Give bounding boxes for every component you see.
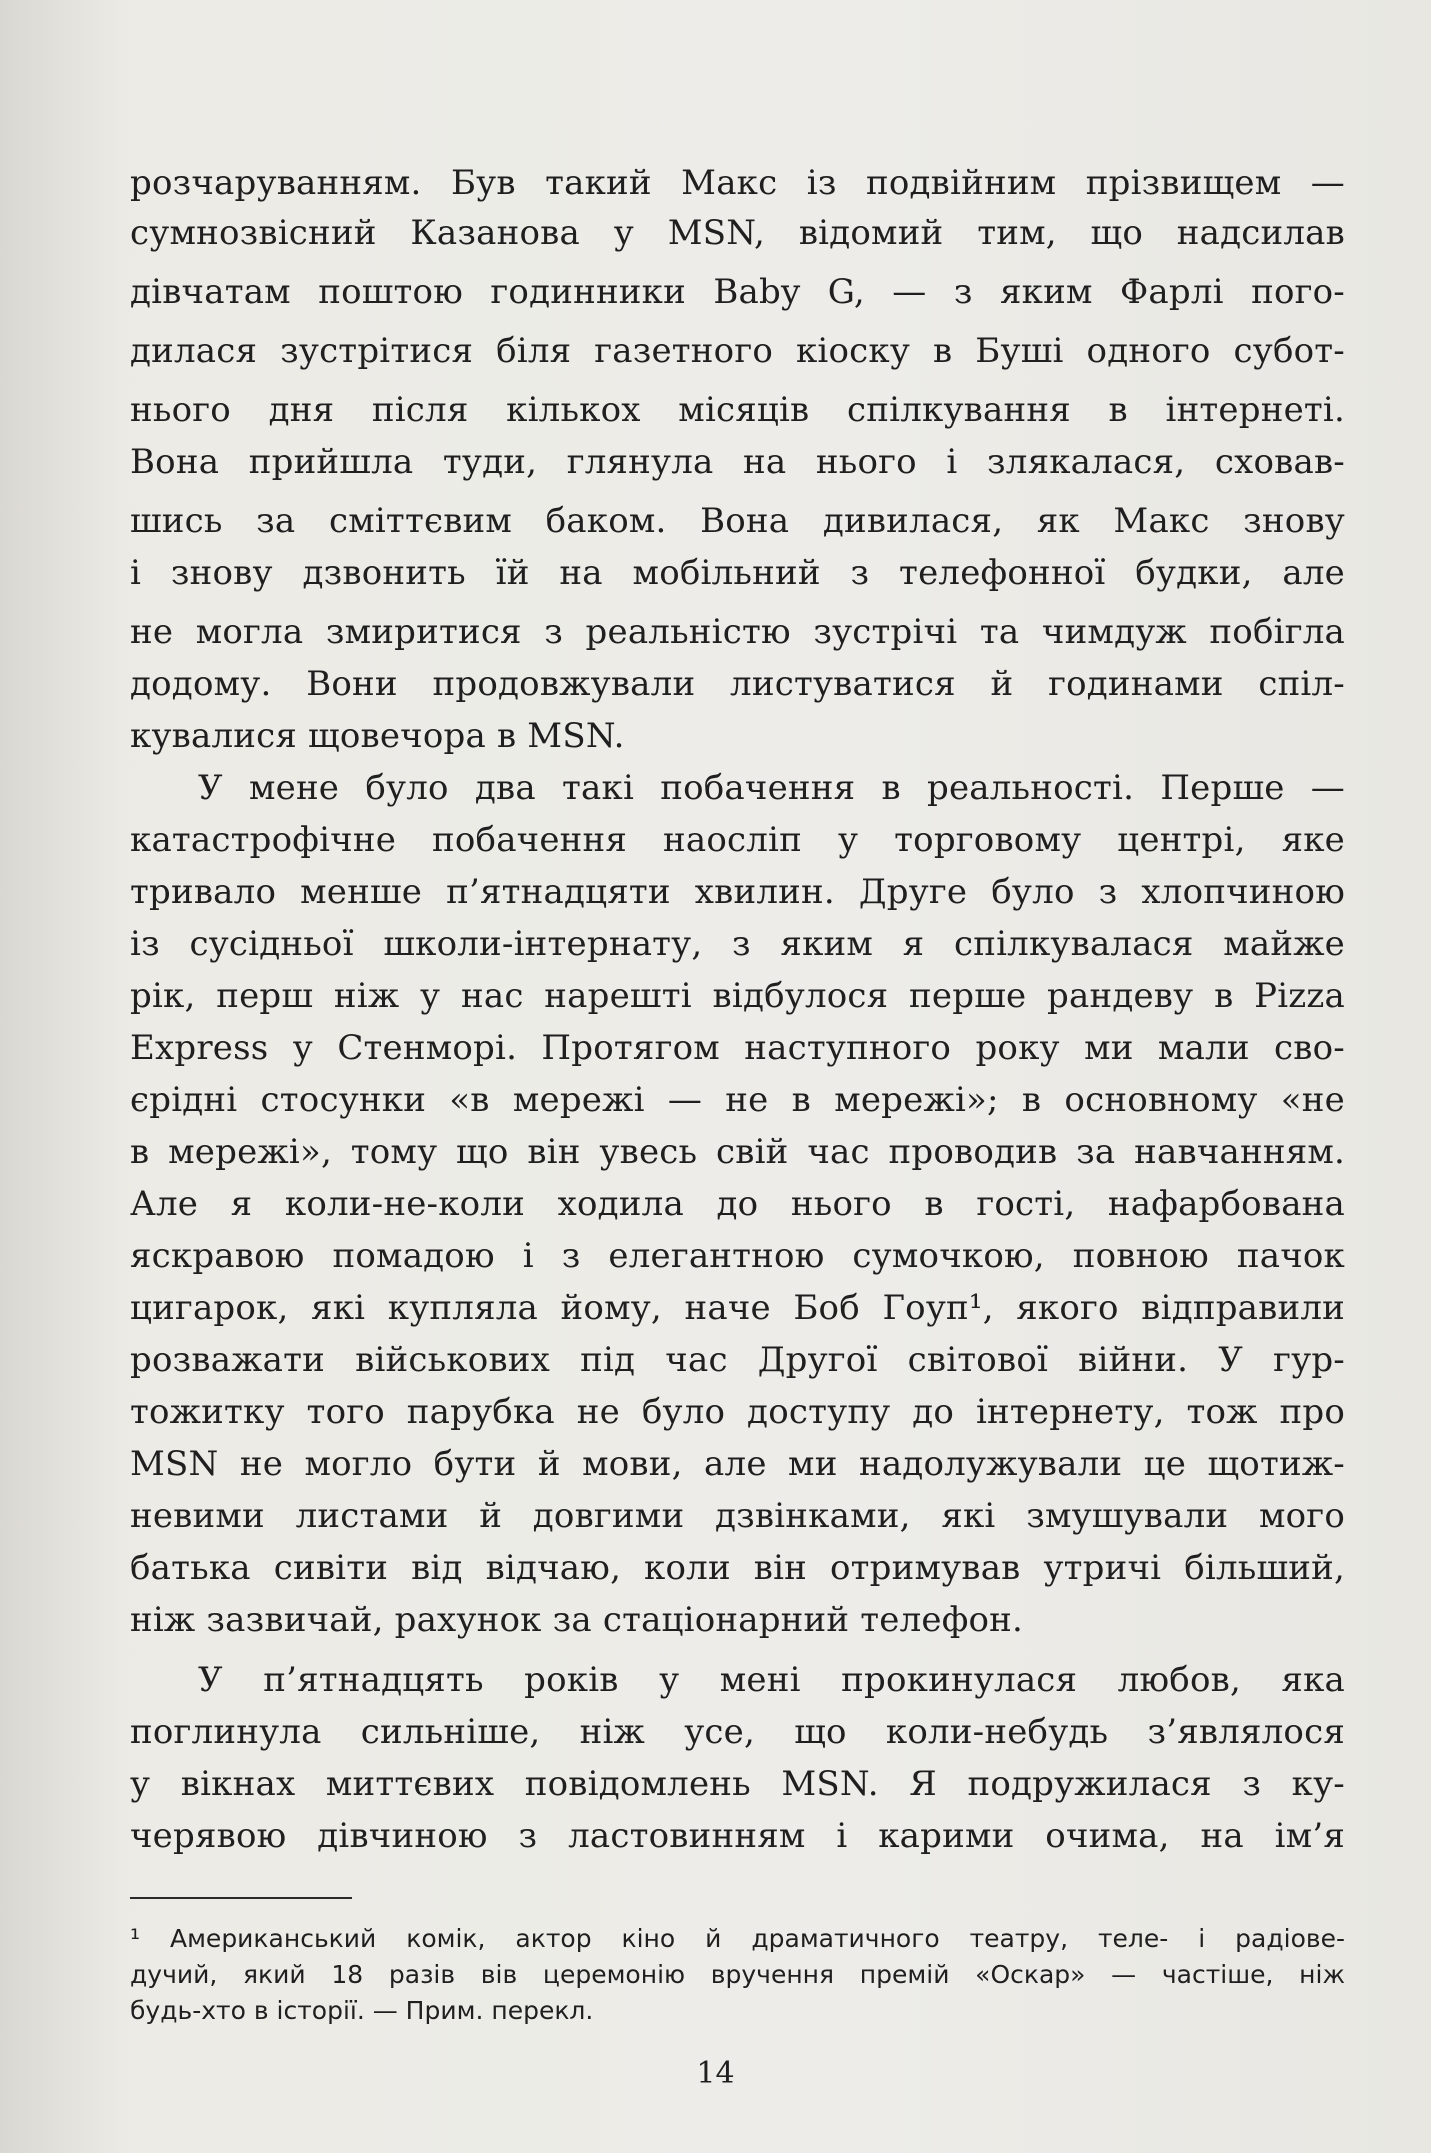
text-line: Express у Стенморі. Протягом наступного року ми мали сво-: [130, 1028, 1345, 1068]
page-gutter-shadow: [0, 0, 120, 2153]
text-line: і знову дзвонить їй на мобільний з телефонної будки, але: [130, 553, 1345, 593]
text-line: MSN не могло бути й мови, але ми надолужували це щотиж-: [130, 1444, 1345, 1484]
footnote-line: дучий, який 18 разів вів церемонію вручення премій «Оскар» — частіше, ніж: [130, 1960, 1345, 1989]
text-line: тривало менше п’ятнадцяти хвилин. Друге було з хлопчиною: [130, 872, 1345, 912]
text-line: поглинула сильніше, ніж усе, що коли-небудь з’являлося: [130, 1712, 1345, 1752]
footnote-line: ¹ Американський комік, актор кіно й драматичного театру, теле- і радіове-: [130, 1924, 1345, 1953]
text-line: У мене було два такі побачення в реальності. Перше —: [198, 768, 1345, 808]
text-line: Вона прийшла туди, глянула на нього і злякалася, сховав-: [130, 442, 1345, 482]
text-line: в мережі», тому що він увесь свій час проводив за навчанням.: [130, 1132, 1345, 1172]
text-line: єрідні стосунки «в мережі — не в мережі»; в основному «не: [130, 1080, 1345, 1120]
text-line: із сусідньої школи-інтернату, з яким я спілкувалася майже: [130, 924, 1345, 964]
text-line: цигарок, які купляла йому, наче Боб Гоуп¹, якого відправили: [130, 1288, 1345, 1328]
text-line: катастрофічне побачення наосліп у торговому центрі, яке: [130, 820, 1345, 860]
text-line: тожитку того парубка не було доступу до інтернету, тож про: [130, 1392, 1345, 1432]
text-line: черявою дівчиною з ластовинням і карими очима, на ім’я: [130, 1816, 1345, 1856]
text-line: розчаруванням. Був такий Макс із подвійним прізвищем —: [130, 163, 1345, 203]
text-line: нього дня після кількох місяців спілкування в інтернеті.: [130, 390, 1345, 430]
text-line: у вікнах миттєвих повідомлень MSN. Я подружилася з ку-: [130, 1764, 1345, 1804]
text-line: сумнозвісний Казанова у MSN, відомий тим, що надсилав: [130, 213, 1345, 253]
text-line: кувалися щовечора в MSN.: [130, 716, 625, 756]
text-line: додому. Вони продовжували листуватися й годинами спіл-: [130, 664, 1345, 704]
text-line: рік, перш ніж у нас нарешті відбулося перше рандеву в Pizza: [130, 976, 1345, 1016]
page-number: 14: [696, 2056, 735, 2091]
text-line: Але я коли-не-коли ходила до нього в гості, нафарбована: [130, 1184, 1345, 1224]
text-line: У п’ятнадцять років у мені прокинулася любов, яка: [198, 1660, 1345, 1700]
text-line: шись за сміттєвим баком. Вона дивилася, як Макс знову: [130, 501, 1345, 541]
text-line: яскравою помадою і з елегантною сумочкою, повною пачок: [130, 1236, 1345, 1276]
text-line: ніж зазвичай, рахунок за стаціонарний телефон.: [130, 1600, 1024, 1640]
text-line: розважати військових під час Другої світової війни. У гур-: [130, 1340, 1345, 1380]
text-line: дилася зустрітися біля газетного кіоску в Буші одного субот-: [130, 331, 1345, 371]
text-line: не могла змиритися з реальністю зустрічі та чимдуж побігла: [130, 612, 1345, 652]
text-line: дівчатам поштою годинники Baby G, — з яким Фарлі пого-: [130, 272, 1345, 312]
text-line: невими листами й довгими дзвінками, які змушували мого: [130, 1496, 1345, 1536]
footnote-divider: [130, 1897, 352, 1899]
footnote-line: будь-хто в історії. — Прим. перекл.: [130, 1996, 594, 2025]
text-line: батька сивіти від відчаю, коли він отримував утричі більший,: [130, 1548, 1345, 1588]
